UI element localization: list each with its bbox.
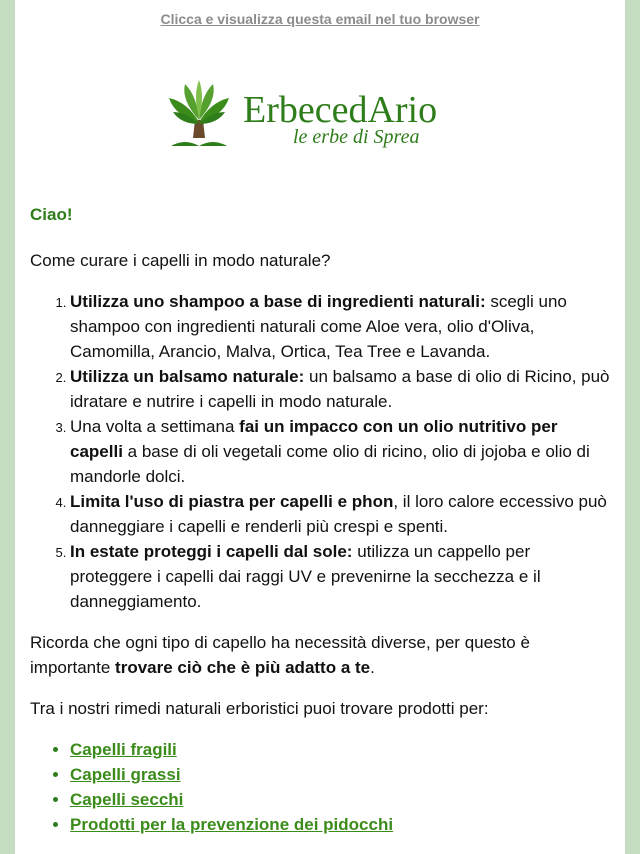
email-content <box>30 204 610 837</box>
list-item: 1. Utilizza uno shampoo a base di ingredienti naturali: scegli uno shampoo con ingredienti naturali come Aloe vera, olio d'Oliva, Camomilla, Arancio, Malva, Ortica, Tea Tree e Lavanda. <box>70 289 610 364</box>
product-item <box>70 787 610 812</box>
logo-brand-text: ErbecedArio <box>243 89 438 131</box>
list-item: 3. Una volta a settimana fai un impacco con un olio nutritivo per capelli a base di oli vegetali come olio di ricino, olio di jojoba e olio di mandorle dolci. <box>70 414 610 489</box>
intro-text: Come curare i capelli in modo naturale? <box>30 251 331 270</box>
product-item <box>70 812 610 837</box>
product-item <box>70 737 610 762</box>
list-item: 4. Limita l'uso di piastra per capelli e phon, il loro calore eccessivo può danneggiare i capelli e renderli più crespi e spenti. <box>70 489 610 539</box>
product-link-capelli-grassi[interactable]: Capelli grassi <box>70 765 181 784</box>
tree-icon <box>169 80 229 146</box>
product-item <box>70 762 610 787</box>
product-link-pidocchi[interactable]: Prodotti per la prevenzione dei pidocchi <box>70 815 394 834</box>
list-item: 2. Utilizza un balsamo naturale: un balsamo a base di olio di Ricino, può idratare e nutrire i capelli in modo naturale. <box>70 364 610 414</box>
product-link-capelli-fragili[interactable]: Capelli fragili <box>70 740 177 759</box>
products-list <box>30 737 610 837</box>
product-link-capelli-secchi[interactable]: Capelli secchi <box>70 790 184 809</box>
recall-text: Ricorda che ogni tipo di capello ha necessità diverse, per questo è importante trovare ciò che è più adatto a te. <box>30 633 530 677</box>
greeting: Ciao! <box>30 205 73 224</box>
erbecedario-logo[interactable] <box>165 80 475 152</box>
list-item: 5. In estate proteggi i capelli dal sole: utilizza un cappello per proteggere i capelli dai raggi UV e prevenirne la secchezza e il danneggiamento. <box>70 539 610 614</box>
logo-tagline-text: le erbe di Sprea <box>293 126 420 148</box>
products-intro: Tra i nostri rimedi naturali erboristici puoi trovare prodotti per: <box>30 699 489 718</box>
view-in-browser-link[interactable]: Clicca e visualizza questa email nel tuo browser <box>160 11 480 27</box>
email-card <box>15 0 625 854</box>
tips-list <box>30 289 610 614</box>
